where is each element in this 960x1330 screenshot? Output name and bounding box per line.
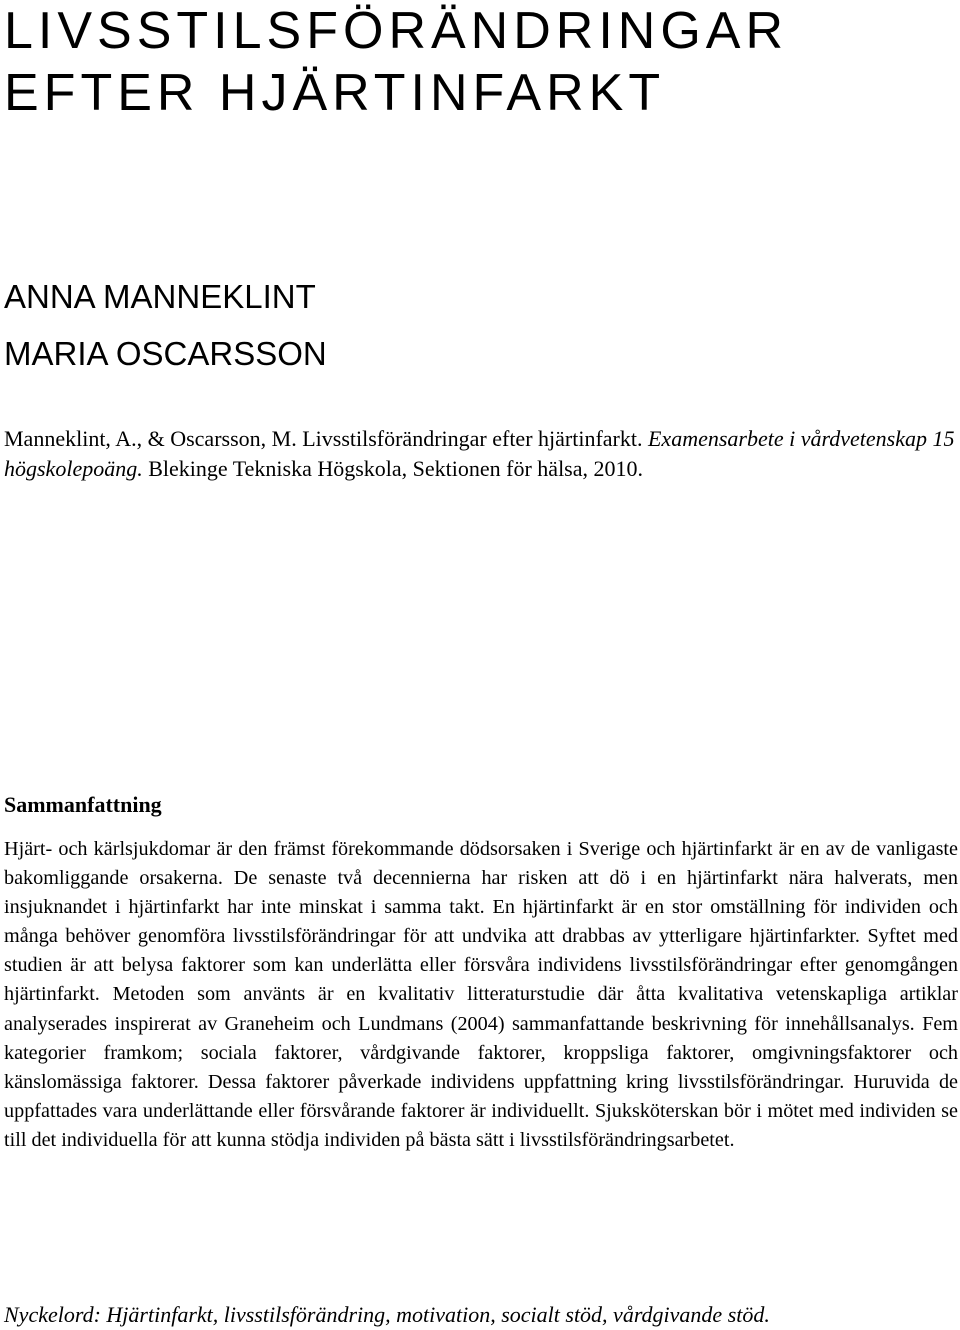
- summary-heading: Sammanfattning: [4, 792, 162, 817]
- document-title: [4, 0, 788, 124]
- citation-thesis-type: Examensarbete i vårdvetenskap 15 högskolepoäng.: [4, 426, 955, 481]
- citation: [4, 424, 956, 484]
- authors: [4, 268, 327, 382]
- author-name: MARIA OSCARSSON: [4, 335, 327, 372]
- summary-body: Hjärt- och kärlsjukdomar är den främst förekommande dödsorsaken i Sverige och hjärtinfarkt är en av de vanligaste bakomliggande orsakerna. De senaste två decennierna har risken att dö i en hjärtinfarkt nära halverats, men insjuknandet i hjärtinfarkt har inte minskat i samma takt. En hjärtinfarkt är en stor omställning för individen och många behöver genomföra livsstilsförändringar för att undvika att drabbas av ytterligare hjärtinfarkter. Syftet med studien är att belysa faktorer som kan underlätta eller försvåra individens livsstilsförändringar efter genomgången hjärtinfarkt. Metoden som använts är en kvalitativ litteraturstudie där åtta kvalitativa vetenskapliga artiklar analyserades inspirerat av Graneheim och Lundmans (2004) sammanfattande beskrivning för innehållsanalys. Fem kategorier framkom; sociala faktorer, vårdgivande faktorer, kroppsliga faktorer, omgivningsfaktorer och känslomässiga faktorer. Dessa faktorer påverkade individens uppfattning kring livsstilsförändringar. Huruvida de uppfattades vara underlättande eller försvårande faktorer är individuellt. Sjuksköterskan bör i mötet med individen se till det individuella för att kunna stödja individen på bästa sätt i livsstilsförändringsarbetet.: [4, 838, 958, 1151]
- title-line-1: LIVSSTILSFÖRÄNDRINGAR: [4, 2, 789, 60]
- author-name: ANNA MANNEKLINT: [4, 278, 316, 315]
- citation-authors-title: Manneklint, A., & Oscarsson, M. Livsstilsförändringar efter hjärtinfarkt.: [4, 426, 648, 451]
- citation-institution: Blekinge Tekniska Högskola, Sektionen för hälsa, 2010.: [142, 456, 644, 481]
- title-line-2: EFTER HJÄRTINFARKT: [4, 64, 666, 122]
- keywords: Nyckelord: Hjärtinfarkt, livsstilsförändring, motivation, socialt stöd, vårdgivande stöd.: [4, 1302, 770, 1327]
